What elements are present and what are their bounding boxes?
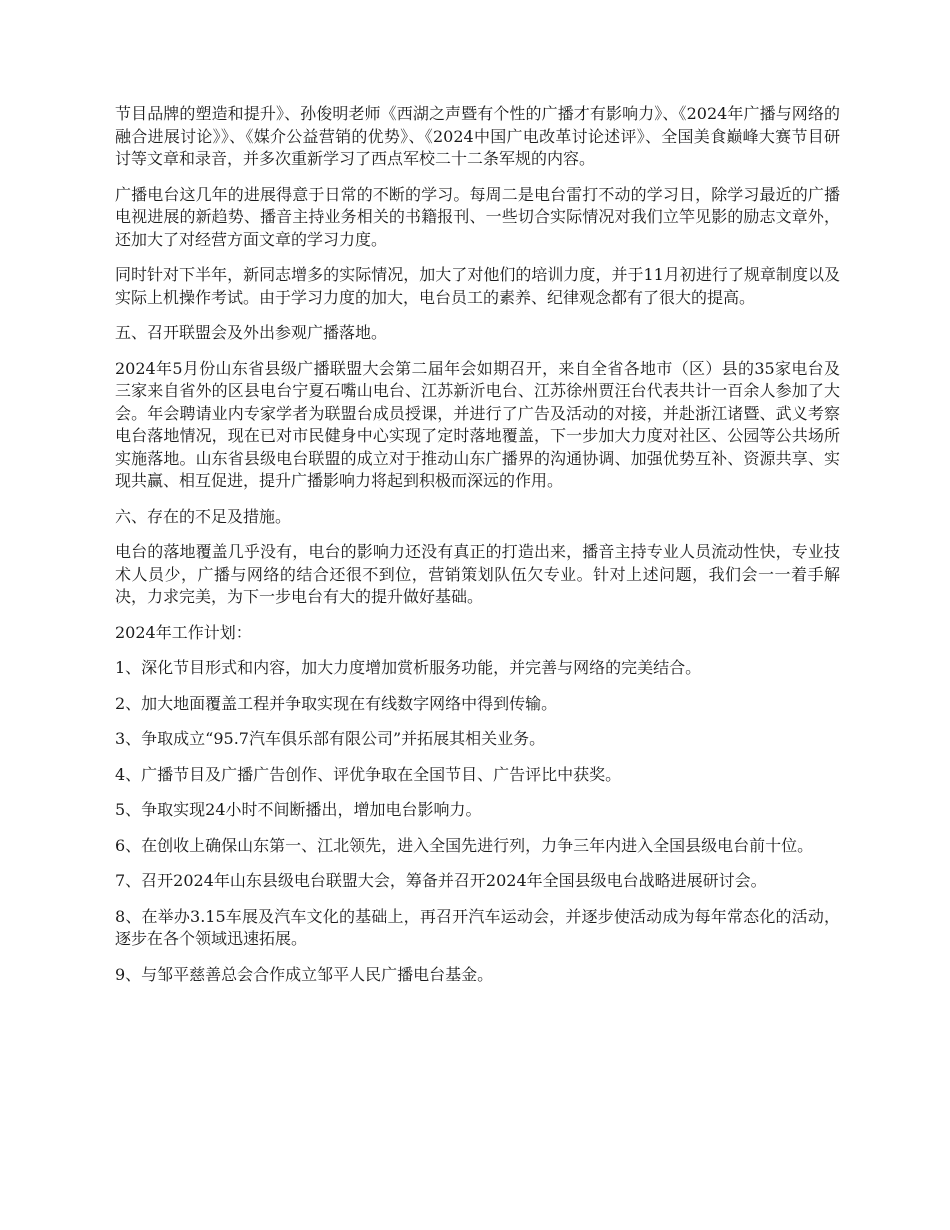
paragraph-training: 同时针对下半年，新同志增多的实际情况，加大了对他们的培训力度，并于11月初进行了规章制度以及实际上机操作考试。由于学习力度的加大，电台员工的素养、纪律观念都有了很大的提高。	[115, 265, 840, 307]
plan-item-8: 8、在举办3.15车展及汽车文化的基础上，再召开汽车运动会，并逐步使活动成为每年常态化的活动，逐步在各个领域迅速拓展。	[115, 906, 840, 948]
document-body	[115, 103, 840, 999]
plan-item-1: 1、深化节目形式和内容，加大力度增加赏析服务功能，并完善与网络的完美结合。	[115, 658, 702, 677]
plan-item-9: 9、与邹平慈善总会合作成立邹平人民广播电台基金。	[115, 964, 494, 984]
section-heading-alliance: 五、召开联盟会及外出参观广播落地。	[115, 323, 388, 342]
plan-item-2: 2、加大地面覆盖工程并争取实现在有线数字网络中得到传输。	[115, 693, 558, 713]
plan-item-5: 5、争取实现24小时不间断播出，增加电台影响力。	[115, 800, 482, 819]
paragraph-shortcomings: 电台的落地覆盖几乎没有，电台的影响力还没有真正的打造出来，播音主持专业人员流动性快，专业技术人员少，广播与网络的结合还很不到位，营销策划队伍欠专业。针对上述问题，我们会一一着手解决，力求完美，为下一步电台有大的提升做好基础。	[115, 542, 840, 606]
plan-item-7: 7、召开2024年山东县级电台联盟大会，筹备并召开2024年全国县级电台战略进展研讨会。	[115, 871, 767, 890]
paragraph-weekly-study: 广播电台这几年的进展得意于日常的不断的学习。每周二是电台雷打不动的学习日，除学习最近的广播电视进展的新趋势、播音主持业务相关的书籍报刊、一些切合实际情况对我们立竿见影的励志文章外，还加大了对经营方面文章的学习力度。	[115, 184, 840, 249]
paragraph-reading-list: 节目品牌的塑造和提升》、孙俊明老师《西湖之声暨有个性的广播才有影响力》、《2024年广播与网络的融合进展讨论》》、《媒介公益营销的优势》、《2024中国广电改革讨论述评》、全国美食巅峰大赛节目研讨等文章和录音，并多次重新学习了西点军校二十二条军规的内容。	[115, 104, 840, 168]
section-heading-shortcomings: 六、存在的不足及措施。	[115, 506, 292, 526]
plan-item-3: 3、争取成立“95.7汽车俱乐部有限公司”并拓展其相关业务。	[115, 729, 546, 748]
plan-item-4: 4、广播节目及广播广告创作、评优争取在全国节目、广告评比中获奖。	[115, 764, 622, 784]
plan-item-6: 6、在创收上确保山东第一、江北领先，进入全国先进行列，力争三年内进入全国县级电台前十位。	[115, 835, 814, 855]
section-heading-work-plan: 2024年工作计划：	[115, 622, 252, 642]
paragraph-alliance-meeting: 2024年5月份山东省县级广播联盟大会第二届年会如期召开，来自全省各地市（区）县的35家电台及三家来自省外的区县电台宁夏石嘴山电台、江苏新沂电台、江苏徐州贾汪台代表共计一百余人参加了大会。年会聘请业内专家学者为联盟台成员授课，并进行了广告及活动的对接，并赴浙江诸暨、武义考察电台落地情况，现在已对市民健身中心实现了定时落地覆盖，下一步加大力度对社区、公园等公共场所实施落地。山东省县级电台联盟的成立对于推动山东广播界的沟通协调、加强优势互补、资源共享、实现共赢、相互促进，提升广播影响力将起到积极而深远的作用。	[115, 358, 840, 490]
